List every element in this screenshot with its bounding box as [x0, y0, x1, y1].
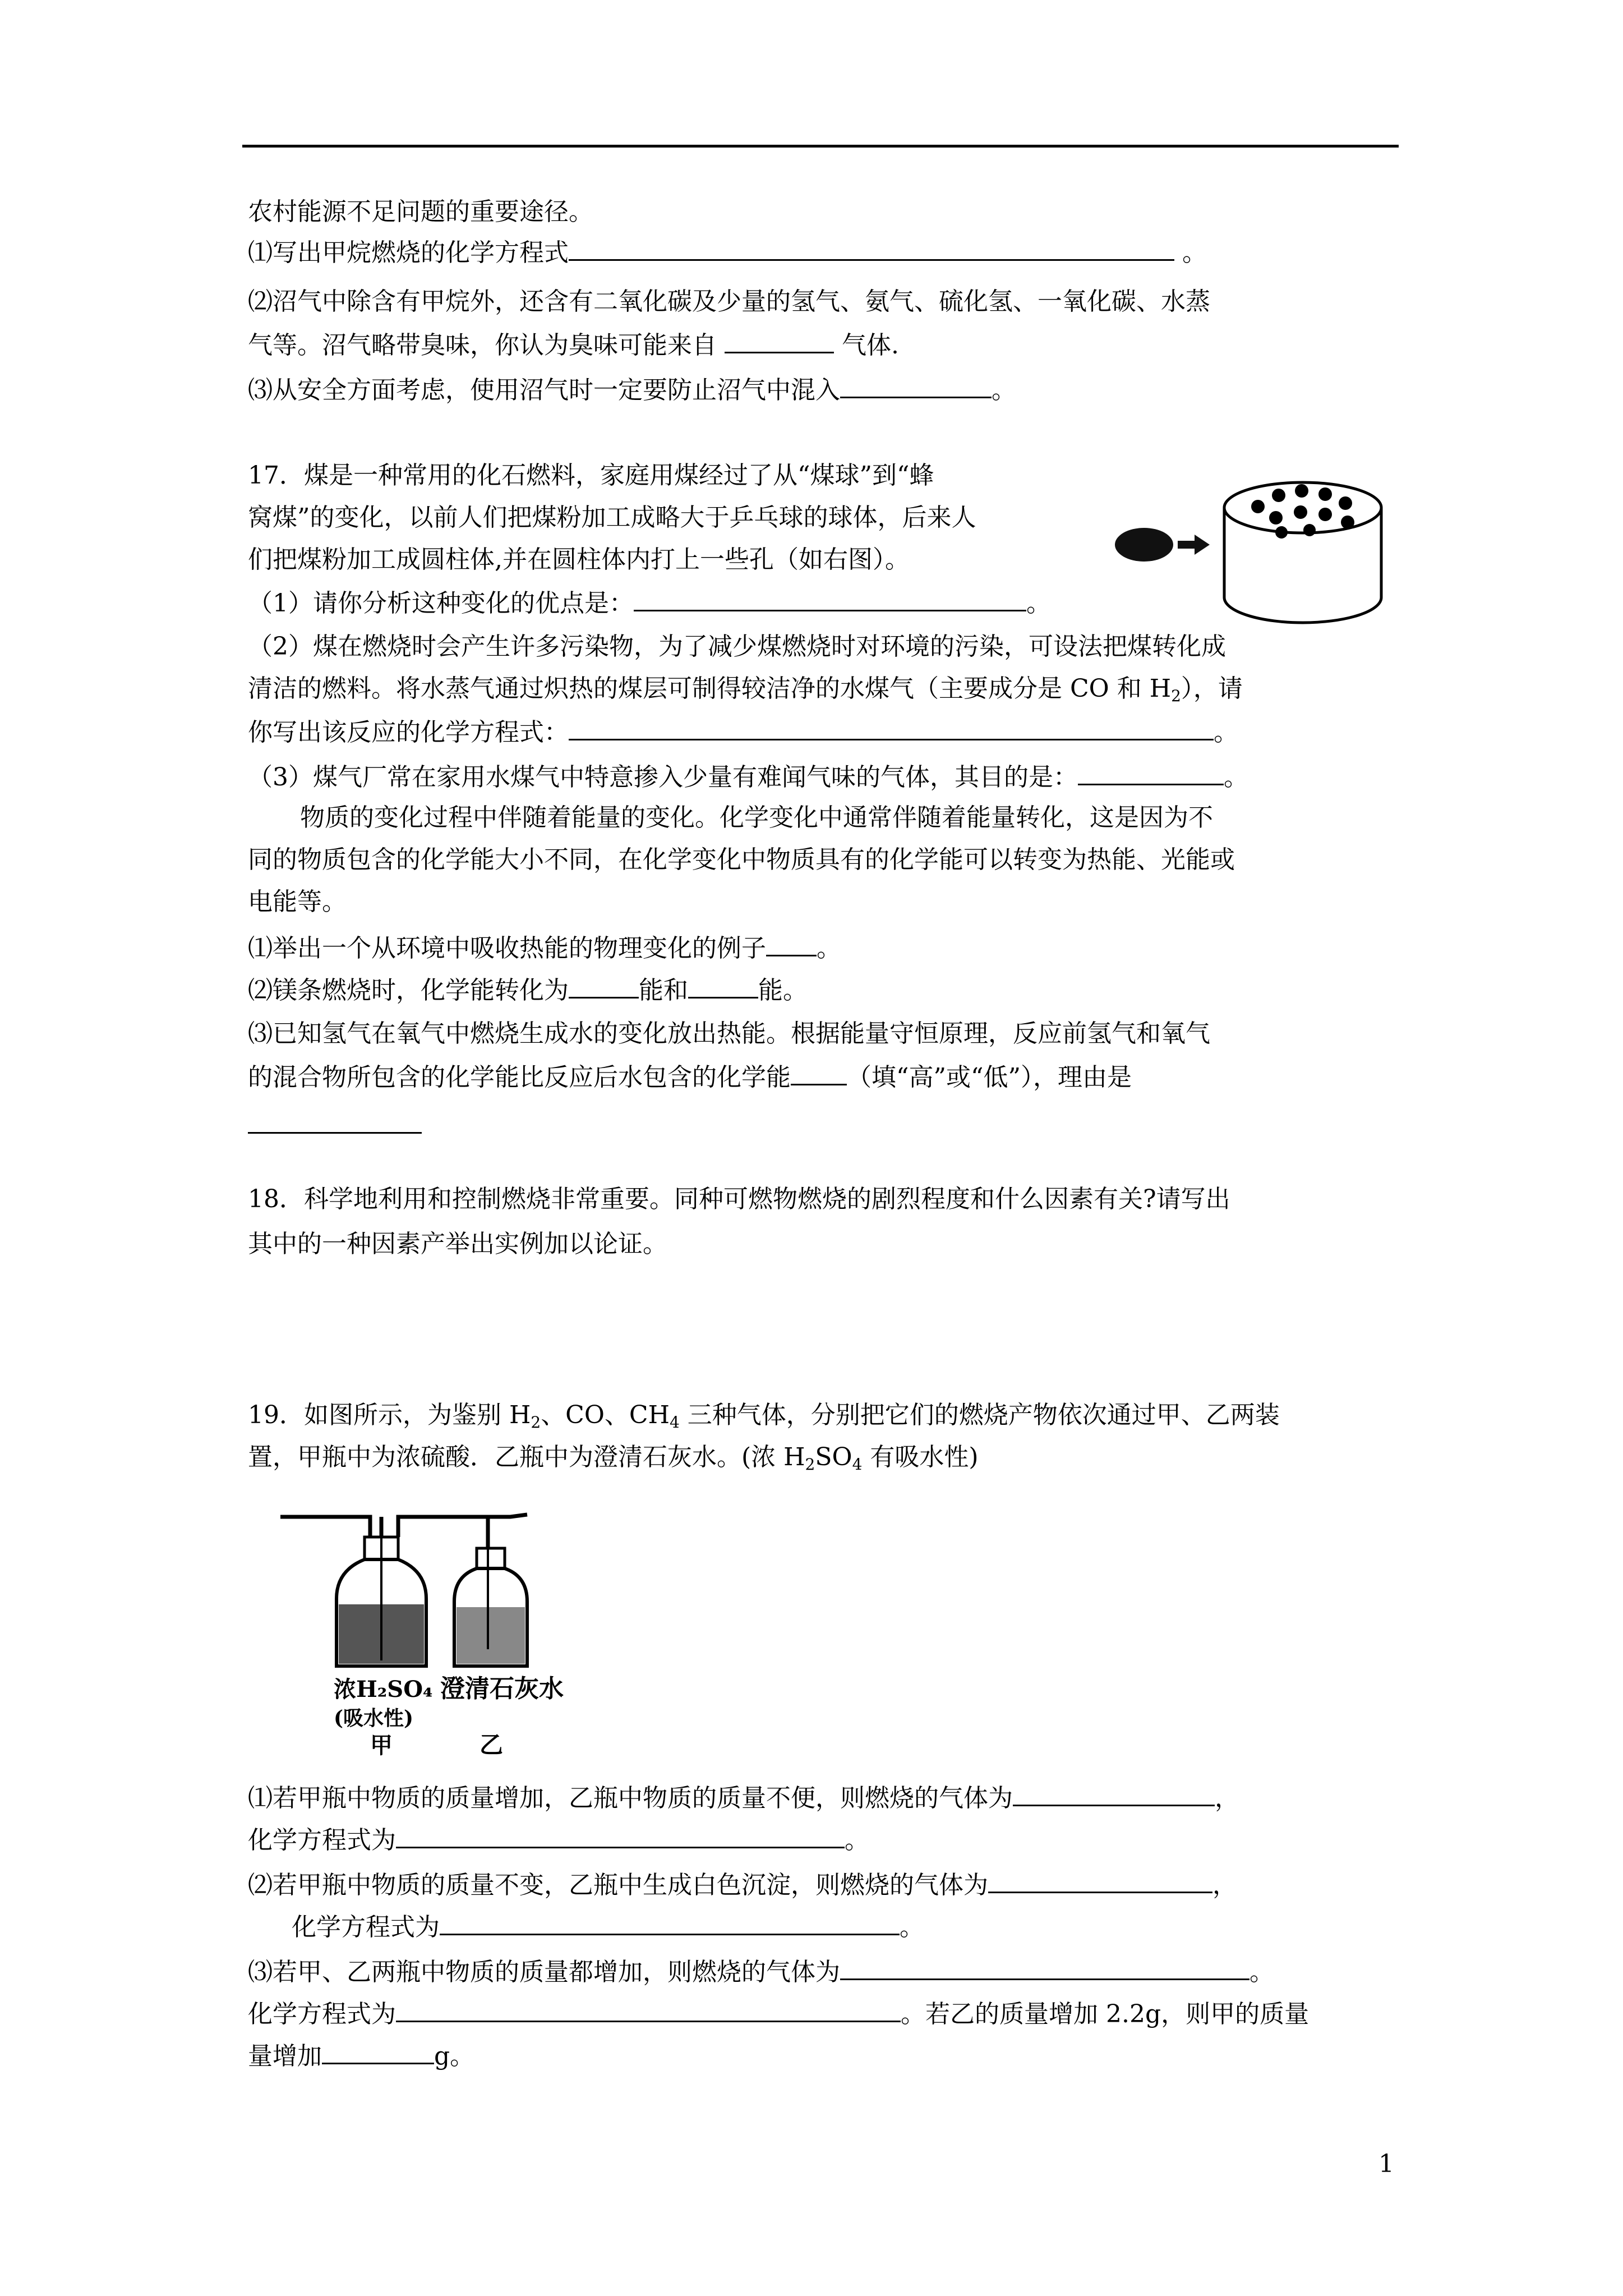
answer-blank[interactable] — [688, 972, 758, 999]
question-17-1: （1）请你分析这种变化的优点是： 。 — [248, 585, 1051, 620]
answer-blank[interactable] — [569, 234, 1174, 261]
question-16-2: ⑵沼气中除含有甲烷外，还含有二氧化碳及少量的氢气、氨气、硫化氢、一氧化碳、水蒸 — [248, 287, 1210, 316]
answer-blank[interactable] — [988, 1867, 1212, 1893]
label-water-absorbing: (吸水性) — [334, 1706, 414, 1730]
header-rule — [242, 145, 1399, 148]
arrow-head-icon — [1195, 535, 1210, 555]
question-19-3: ⑶若甲、乙两瓶中物质的质量都增加，则燃烧的气体为 。 — [248, 1954, 1274, 1989]
text-line: 们把煤粉加工成圆柱体,并在圆柱体内打上一些孔（如右图）。 — [248, 545, 910, 574]
answer-blank[interactable] — [1013, 1780, 1215, 1806]
answer-blank[interactable] — [569, 972, 639, 999]
question-19-1: ⑴若甲瓶中物质的质量增加，乙瓶中物质的质量不便，则燃烧的气体为 ， — [248, 1780, 1239, 1815]
answer-blank[interactable] — [840, 372, 992, 398]
text-line: 同的物质包含的化学能大小不同，在化学变化中物质具有的化学能可以转变为热能、光能或 — [248, 845, 1235, 874]
answer-blank[interactable] — [396, 1822, 845, 1848]
text-line: 量增加 g。 — [248, 2038, 474, 2073]
text-line: 置，甲瓶中为浓硫酸．乙瓶中为澄清石灰水。(浓 $H_2SO_4$ 有吸水性) — [248, 1443, 979, 1474]
text-line: 化学方程式为 。若乙的质量增加 2.2g，则甲的质量 — [248, 1996, 1309, 2031]
answer-blank[interactable] — [791, 1059, 847, 1085]
answer-blank[interactable] — [840, 1954, 1249, 1980]
text-line: 其中的一种因素产举出实例加以论证。 — [248, 1230, 667, 1258]
text-line: 的混合物所包含的化学能比反应后水包含的化学能 （填“高”或“低”），理由是 — [248, 1059, 1132, 1094]
text-line: 电能等。 — [248, 887, 347, 916]
text-line: 你写出该反应的化学方程式： 。 — [248, 714, 1238, 749]
text-line: 清洁的燃料。将水蒸气通过炽热的煤层可制得较洁净的水煤气（主要成分是 CO 和 $H_2$），请 — [248, 674, 1243, 705]
answer-blank[interactable] — [396, 1996, 901, 2022]
coal-ball-to-honeycomb-figure — [1113, 474, 1394, 625]
bottle-jia — [336, 1537, 426, 1666]
question-16-3: ⑶从安全方面考虑，使用沼气时一定要防止沼气中混入 。 — [248, 372, 1016, 407]
energy-question-2: ⑵镁条燃烧时，化学能转化为 能和 能。 — [248, 972, 808, 1007]
bottle-yi — [454, 1548, 527, 1666]
text-line: 窝煤”的变化，以前人们把煤粉加工成略大于乒乓球的球体，后来人 — [248, 503, 976, 532]
question-19-2: ⑵若甲瓶中物质的质量不变，乙瓶中生成白色沉淀，则燃烧的气体为 ， — [248, 1867, 1237, 1902]
text-line: 化学方程式为 。 — [292, 1909, 924, 1944]
answer-blank[interactable] — [766, 930, 817, 956]
question-16-1: ⑴写出甲烷燃烧的化学方程式 。 — [248, 234, 1207, 270]
label-concentrated-h2so4: 浓H₂SO₄ — [334, 1676, 433, 1703]
question-18: 18．科学地利用和控制燃烧非常重要。同种可燃物燃烧的剧烈程度和什么因素有关?请写出 — [248, 1185, 1230, 1213]
energy-question-1: ⑴举出一个从环境中吸收热能的物理变化的例子 。 — [248, 930, 841, 965]
text-line: 物质的变化过程中伴随着能量的变化。化学变化中通常伴随着能量转化，这是因为不 — [300, 803, 1213, 832]
label-jia: 甲 — [370, 1732, 393, 1759]
answer-blank[interactable] — [248, 1132, 422, 1134]
energy-question-3: ⑶已知氢气在氧气中燃烧生成水的变化放出热能。根据能量守恒原理，反应前氢气和氧气 — [248, 1019, 1210, 1048]
question-17: 17．煤是一种常用的化石燃料，家庭用煤经过了从“煤球”到“蜂 — [248, 461, 934, 490]
label-yi: 乙 — [479, 1731, 504, 1759]
question-17-3: （3）煤气厂常在家用水煤气中特意掺入少量有难闻气味的气体，其目的是： 。 — [248, 759, 1248, 794]
label-limewater: 澄清石灰水 — [440, 1674, 564, 1703]
text-line: 气等。沼气略带臭味，你认为臭味可能来自 气体. — [248, 327, 899, 362]
answer-blank[interactable] — [1078, 759, 1224, 785]
coal-ball-shape — [1115, 528, 1173, 562]
answer-blank[interactable] — [725, 327, 834, 353]
answer-blank[interactable] — [634, 585, 1026, 611]
question-19: 19．如图所示，为鉴别 $H_2$、CO、$CH_4$ 三种气体，分别把它们的燃烧产物依次通过甲、乙两装 — [248, 1401, 1280, 1432]
text-line: 农村能源不足问题的重要途径。 — [248, 197, 593, 226]
text-line: 化学方程式为 。 — [248, 1822, 869, 1857]
answer-blank[interactable] — [440, 1909, 900, 1935]
page-number: 1 — [1378, 2150, 1394, 2178]
gas-washing-apparatus-figure — [280, 1503, 639, 1761]
arrow-icon — [1178, 541, 1196, 549]
answer-blank[interactable] — [322, 2038, 434, 2064]
answer-blank[interactable] — [569, 714, 1214, 740]
question-17-2: （2）煤在燃烧时会产生许多污染物，为了减少煤燃烧时对环境的污染，可设法把煤转化成 — [248, 632, 1226, 661]
